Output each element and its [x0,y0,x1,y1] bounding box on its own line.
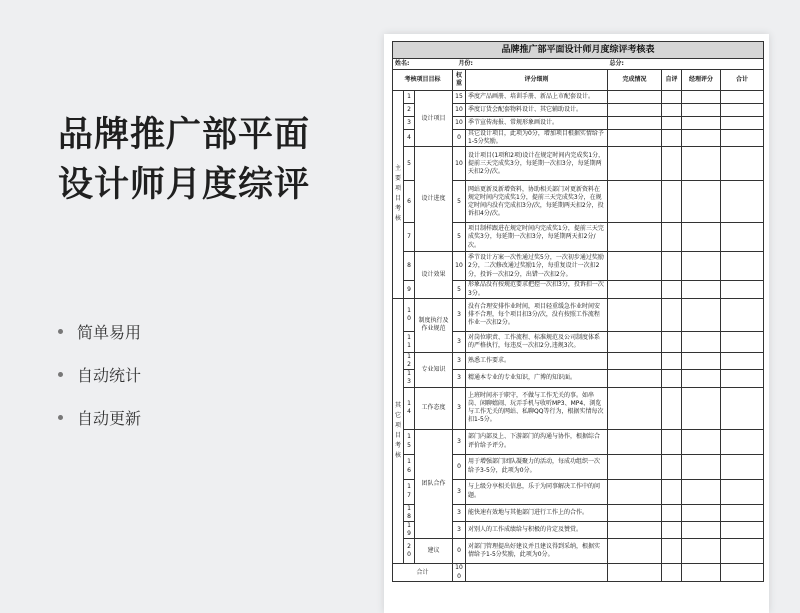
row-weight: 10 [453,147,466,181]
sum-cell[interactable] [721,147,764,181]
manager-score-cell[interactable] [682,130,721,147]
table-title: 品牌推广部平面设计师月度综评考核表 [393,42,764,59]
row-number: 16 [404,454,415,479]
self-score-cell[interactable] [662,479,682,504]
header-row [393,70,764,91]
header-manager: 经理评分 [682,70,721,91]
self-score-cell[interactable] [662,104,682,117]
footer-empty-cell [662,564,682,581]
manager-score-cell[interactable] [682,181,721,223]
feature-label: 自动更新 [77,409,142,428]
manager-score-cell[interactable] [682,522,721,539]
manager-score-cell[interactable] [682,104,721,117]
completion-cell[interactable] [608,298,662,331]
row-criteria: 与上级分享相关信息，乐于为同事解决工作中的问题。 [466,479,608,504]
completion-cell[interactable] [608,429,662,454]
row-number: 14 [404,387,415,429]
feature-label: 自动统计 [77,366,142,385]
manager-score-cell[interactable] [682,298,721,331]
row-number: 3 [404,117,415,130]
completion-cell[interactable] [608,130,662,147]
footer-empty-cell [608,564,662,581]
row-number: 7 [404,223,415,252]
table-row [393,252,764,281]
main-title-line-2: 设计师月度综评 [58,165,311,205]
sum-cell[interactable] [721,223,764,252]
footer-weight: 100 [453,564,466,581]
manager-score-cell[interactable] [682,454,721,479]
row-criteria: 精通本专业的专业知识，广博的知识面。 [466,370,608,387]
footer-empty-cell [721,564,764,581]
sum-cell[interactable] [721,479,764,504]
header-sum: 合计 [721,70,764,91]
manager-score-cell[interactable] [682,352,721,369]
self-score-cell[interactable] [662,130,682,147]
row-criteria: 季节设计方案一次性通过奖5分，一次初步通过奖励2分，二次修改通过奖励1分，每重复设计一次扣2分，投诉一次扣2分，出错一次扣2分。 [466,252,608,281]
completion-cell[interactable] [608,223,662,252]
header-completion: 完成情况 [608,70,662,91]
section-char: 其 [395,402,402,410]
feature-list [58,310,141,439]
footer-row [393,564,764,581]
month-label: 月份: [453,59,608,70]
completion-cell[interactable] [608,281,662,298]
row-weight: 3 [453,352,466,369]
row-weight: 5 [453,181,466,223]
feature-item [58,396,141,439]
row-weight: 0 [453,539,466,564]
self-score-cell[interactable] [662,252,682,281]
row-weight: 0 [453,130,466,147]
manager-score-cell[interactable] [682,223,721,252]
row-criteria: 对别人的工作成绩给与积极的肯定及赞赏。 [466,522,608,539]
completion-cell[interactable] [608,479,662,504]
group-label: 设计进度 [415,147,453,252]
self-score-cell[interactable] [662,387,682,429]
completion-cell[interactable] [608,91,662,104]
section-char: 项 [395,185,402,193]
bullet-dot-icon [58,372,63,377]
row-criteria: 能快速有效地与其他部门进行工作上的合作。 [466,504,608,521]
sum-cell[interactable] [721,454,764,479]
self-score-cell[interactable] [662,331,682,352]
self-score-cell[interactable] [662,454,682,479]
group-label: 工作态度 [415,387,453,429]
row-criteria: 网站更新及新增资料，协助相关部门对更新资料在规定时间内完成奖1分，提前三天完成奖3分，在规定时间内没有完成扣3分/次，每延期两天扣2分，投诉扣4分/次。 [466,181,608,223]
completion-cell[interactable] [608,522,662,539]
sum-cell[interactable] [721,130,764,147]
row-weight: 5 [453,281,466,298]
table-row [393,352,764,369]
row-number: 9 [404,281,415,298]
section-char: 核 [395,215,402,223]
section-char: 目 [395,432,402,440]
sum-cell[interactable] [721,117,764,130]
completion-cell[interactable] [608,104,662,117]
total-label: 总分: [608,59,764,70]
row-weight: 3 [453,298,466,331]
completion-cell[interactable] [608,370,662,387]
completion-cell[interactable] [608,331,662,352]
row-criteria: 熟悉工作要求。 [466,352,608,369]
row-weight: 5 [453,223,466,252]
completion-cell[interactable] [608,147,662,181]
row-weight: 15 [453,91,466,104]
section-char: 目 [395,195,402,203]
row-number: 17 [404,479,415,504]
evaluation-sheet-preview [384,34,769,613]
manager-score-cell[interactable] [682,429,721,454]
name-label: 姓名: [393,59,453,70]
completion-cell[interactable] [608,252,662,281]
bullet-dot-icon [58,415,63,420]
group-label: 设计效果 [415,252,453,298]
group-label: 专业知识 [415,352,453,387]
row-weight: 3 [453,429,466,454]
table-row [393,298,764,331]
row-number: 12 [404,352,415,369]
sum-cell[interactable] [721,504,764,521]
sum-cell[interactable] [721,387,764,429]
section-char: 核 [395,452,402,460]
table-row [393,387,764,429]
row-weight: 3 [453,504,466,521]
bullet-dot-icon [58,329,63,334]
completion-cell[interactable] [608,117,662,130]
table-row [393,429,764,454]
group-label: 制度执行及作业规范 [415,298,453,352]
feature-item [58,310,141,353]
section-char: 它 [395,412,402,420]
completion-cell[interactable] [608,352,662,369]
row-number: 18 [404,504,415,521]
sum-cell[interactable] [721,104,764,117]
self-score-cell[interactable] [662,522,682,539]
row-criteria: 季度订货会配套物料设计、其它辅助设计。 [466,104,608,117]
row-criteria: 形象品没有按规范要求把控一次扣3分，投诉扣一次3分。 [466,281,608,298]
self-score-cell[interactable] [662,281,682,298]
table-row [393,91,764,104]
manager-score-cell[interactable] [682,387,721,429]
row-weight: 3 [453,522,466,539]
row-weight: 3 [453,370,466,387]
sum-cell[interactable] [721,181,764,223]
sum-cell[interactable] [721,331,764,352]
self-score-cell[interactable] [662,91,682,104]
row-number: 11 [404,331,415,352]
row-criteria: 没有合理安排作业时间，项目轻重缓急作业时间安排不合理，每个项目扣3分/次，没有按照工作流程作业一次扣2分。 [466,298,608,331]
feature-label: 简单易用 [77,323,142,342]
table-row [393,147,764,181]
row-number: 2 [404,104,415,117]
manager-score-cell[interactable] [682,331,721,352]
row-criteria: 对部门管理提出好建议并且建议得到采纳，根据实情给予1-5分奖励，此项为0分。 [466,539,608,564]
completion-cell[interactable] [608,454,662,479]
row-weight: 10 [453,117,466,130]
self-score-cell[interactable] [662,539,682,564]
row-number: 5 [404,147,415,181]
row-number: 8 [404,252,415,281]
self-score-cell[interactable] [662,370,682,387]
completion-cell[interactable] [608,387,662,429]
row-number: 19 [404,522,415,539]
sum-cell[interactable] [721,352,764,369]
self-score-cell[interactable] [662,223,682,252]
table-title-row [393,42,764,59]
row-weight: 10 [453,104,466,117]
row-criteria: 季节宣传海报、常规形象画设计。 [466,117,608,130]
sum-cell[interactable] [721,522,764,539]
row-number: 6 [404,181,415,223]
row-criteria: 项目制样跟进在规定时间内完成奖1分，提前三天完成奖3分，每延期一次扣3分，每延期两天扣2分/次。 [466,223,608,252]
row-criteria: 其它设计项目，此项为0分，增加项目根据实情给予1-5分奖励。 [466,130,608,147]
row-number: 15 [404,429,415,454]
manager-score-cell[interactable] [682,370,721,387]
manager-score-cell[interactable] [682,147,721,181]
row-number: 4 [404,130,415,147]
row-criteria: 用于增强部门团队凝聚力的活动，每成功组织一次给予3-5分，此项为0分。 [466,454,608,479]
row-criteria: 部门内部及上、下游部门的沟通与协作，根据综合评价给予评分。 [466,429,608,454]
row-weight: 3 [453,387,466,429]
manager-score-cell[interactable] [682,117,721,130]
feature-item [58,353,141,396]
table-row [393,539,764,564]
sum-cell[interactable] [721,252,764,281]
row-weight: 0 [453,454,466,479]
completion-cell[interactable] [608,539,662,564]
section-char: 考 [395,205,402,213]
manager-score-cell[interactable] [682,504,721,521]
group-label: 设计项目 [415,91,453,147]
self-score-cell[interactable] [662,504,682,521]
manager-score-cell[interactable] [682,91,721,104]
footer-empty-cell [682,564,721,581]
info-row [393,59,764,70]
manager-score-cell[interactable] [682,281,721,298]
section-label [393,91,404,299]
row-number: 10 [404,298,415,331]
section-char: 要 [395,175,402,183]
row-criteria: 上班时间亦于职守，不做与工作无关的事。如串岗、闲聊嬉闹、玩弄手机与收听MP3、MP4、浏览与工作无关的网站、私聊QQ等行为，根据实情每次扣1-5分。 [466,387,608,429]
row-criteria: 设计项目(1项和2项)设计在规定时间内完成奖1分，提前三天完成奖3分，每延期一次扣3分，每延期两天扣2分/次。 [466,147,608,181]
self-score-cell[interactable] [662,181,682,223]
row-weight: 10 [453,252,466,281]
manager-score-cell[interactable] [682,479,721,504]
row-number: 13 [404,370,415,387]
row-criteria: 季度产品画册、培训手册、新品上市配套设计。 [466,91,608,104]
manager-score-cell[interactable] [682,539,721,564]
sum-cell[interactable] [721,281,764,298]
row-number: 1 [404,91,415,104]
sum-cell[interactable] [721,91,764,104]
footer-empty-cell [466,564,608,581]
self-score-cell[interactable] [662,117,682,130]
section-label [393,298,404,564]
left-panel [58,110,368,210]
sum-cell[interactable] [721,370,764,387]
self-score-cell[interactable] [662,298,682,331]
section-char: 主 [395,165,402,173]
row-weight: 3 [453,331,466,352]
main-title-line-1: 品牌推广部平面 [58,115,311,155]
footer-label: 合计 [393,564,453,581]
self-score-cell[interactable] [662,352,682,369]
header-item: 考核项目目标 [393,70,453,91]
completion-cell[interactable] [608,181,662,223]
group-label: 团队合作 [415,429,453,539]
row-number: 20 [404,539,415,564]
header-criteria: 评分细则 [466,70,608,91]
row-weight: 3 [453,479,466,504]
completion-cell[interactable] [608,504,662,521]
row-criteria: 对岗位职责、工作流程、标准规范及公司制度体系的严格执行，每违反一次扣2分,违规3次。 [466,331,608,352]
sum-cell[interactable] [721,539,764,564]
self-score-cell[interactable] [662,147,682,181]
sum-cell[interactable] [721,298,764,331]
evaluation-table [392,41,764,582]
manager-score-cell[interactable] [682,252,721,281]
header-weight: 权重 [453,70,466,91]
group-label: 建议 [415,539,453,564]
sum-cell[interactable] [721,429,764,454]
section-char: 考 [395,442,402,450]
header-self: 自评 [662,70,682,91]
section-char: 项 [395,422,402,430]
self-score-cell[interactable] [662,429,682,454]
